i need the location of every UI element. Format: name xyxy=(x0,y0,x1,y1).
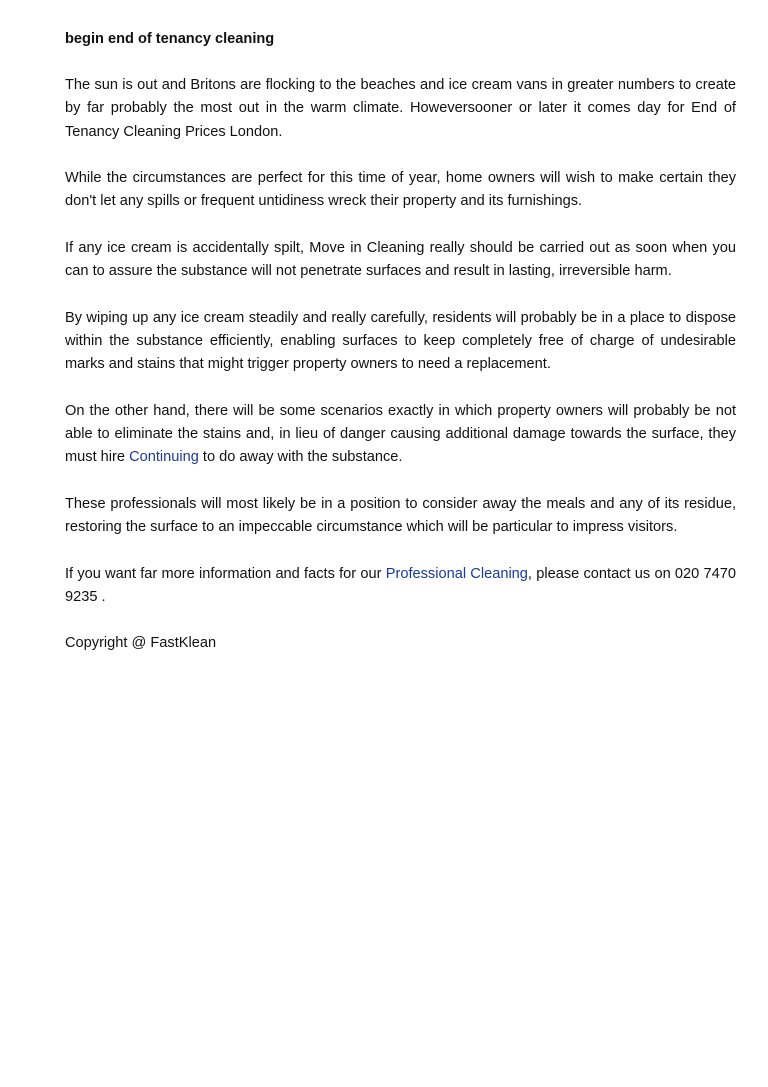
paragraph-5-text-before: On the other hand, there will be some scenarios exactly in which property owners will probably be not able to eliminate the stains and, in lieu of danger causing additional damage towards the surface, they must hire xyxy=(65,402,736,466)
document-title: begin end of tenancy cleaning xyxy=(65,31,275,47)
continuing-link[interactable]: Continuing xyxy=(129,449,199,466)
copyright-notice: Copyright @ FastKlean xyxy=(65,635,217,652)
paragraph-4: By wiping up any ice cream steadily and really carefully, residents will probably be in a place to dispose within the substance efficiently, enabling surfaces to keep completely free of charge of undesirable marks and stains that might trigger property owners to need a replacement. xyxy=(65,309,736,373)
paragraph-3: If any ice cream is accidentally spilt, Move in Cleaning really should be carried out as soon when you can to assure the substance will not penetrate surfaces and result in lasting, irreversible harm. xyxy=(65,240,736,280)
paragraph-5-text-after: to do away with the substance. xyxy=(198,449,403,466)
paragraph-6: These professionals will most likely be in a position to consider away the meals and any of its residue, restoring the surface to an impeccable circumstance which will be particular to impress visitors. xyxy=(65,495,736,535)
paragraph-7 xyxy=(65,563,736,609)
paragraph-1: The sun is out and Britons are flocking to the beaches and ice cream vans in greater numbers to create by far probably the most out in the warm climate. Howeversooner or later it comes day for End of Tenancy Cleaning Prices London. xyxy=(65,77,736,140)
paragraph-2: While the circumstances are perfect for this time of year, home owners will wish to make certain they don't let any spills or frequent untidiness wreck their property and its furnishings. xyxy=(65,170,736,210)
document-page xyxy=(65,28,736,679)
paragraph-5 xyxy=(65,400,736,470)
paragraph-7-text-before: If you want far more information and facts for our xyxy=(65,565,386,582)
professional-cleaning-link[interactable]: Professional Cleaning xyxy=(385,565,528,582)
paragraph-7-text-after: , please contact us on 020 7470 9235 . xyxy=(65,565,737,605)
